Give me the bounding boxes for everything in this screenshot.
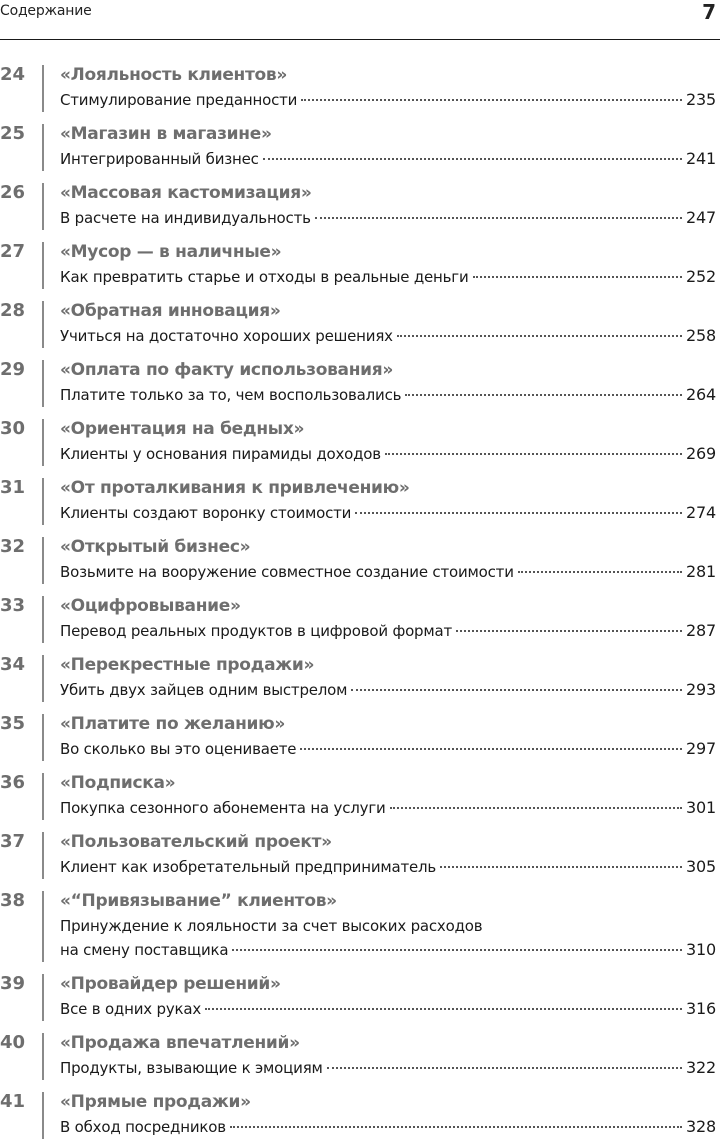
- header-rule: [0, 39, 720, 40]
- chapter-content: [60, 121, 716, 171]
- toc-line: [60, 1056, 716, 1080]
- chapter-number: 31: [0, 477, 26, 498]
- chapter-title: «От проталкивания к привлечению»: [60, 478, 410, 498]
- dot-leader: [385, 453, 682, 455]
- chapter-number: 32: [0, 536, 26, 557]
- page-reference: 258: [686, 326, 716, 345]
- toc-entry: [0, 1089, 720, 1139]
- page-reference: 287: [686, 621, 716, 640]
- chapter-subtitle: Перевод реальных продуктов в цифровой формат: [60, 622, 453, 640]
- chapter-content: [60, 239, 716, 289]
- chapter-number: 39: [0, 973, 26, 994]
- chapter-subtitle: В обход посредников: [60, 1118, 226, 1136]
- page-reference: 241: [686, 149, 716, 168]
- chapter-content: [60, 829, 716, 879]
- toc-line: [60, 560, 716, 584]
- toc-line: [60, 88, 716, 112]
- chapter-divider-bar: [42, 478, 44, 525]
- chapter-title: «Оцифровывание»: [60, 596, 241, 616]
- page-reference: 316: [686, 999, 716, 1018]
- toc-entry: [0, 298, 720, 348]
- chapter-title: «Мусор — в наличные»: [60, 242, 282, 262]
- chapter-content: [60, 1030, 716, 1080]
- chapter-divider-bar: [42, 596, 44, 643]
- chapter-divider-bar: [42, 773, 44, 820]
- chapter-title: «Лояльность клиентов»: [60, 65, 288, 85]
- dot-leader: [315, 217, 682, 219]
- page-header: [0, 0, 720, 40]
- dot-leader: [440, 866, 682, 868]
- chapter-subtitle: Во сколько вы это оцениваете: [60, 740, 297, 758]
- toc-entry: [0, 357, 720, 407]
- chapter-divider-bar: [42, 419, 44, 466]
- dot-leader: [518, 571, 682, 573]
- chapter-number: 27: [0, 241, 26, 262]
- page-reference: 269: [686, 444, 716, 463]
- chapter-title: «Перекрестные продажи»: [60, 655, 315, 675]
- toc-entry: [0, 593, 720, 643]
- chapter-number: 35: [0, 713, 26, 734]
- chapter-title: «Прямые продажи»: [60, 1092, 251, 1112]
- chapter-subtitle: Учиться на достаточно хороших решениях: [60, 327, 393, 345]
- chapter-title: «Открытый бизнес»: [60, 537, 251, 557]
- page-reference: 322: [686, 1058, 716, 1077]
- toc-line: [60, 619, 716, 643]
- chapter-subtitle: Клиенты у основания пирамиды доходов: [60, 445, 381, 463]
- chapter-number: 26: [0, 182, 26, 203]
- toc-entry: [0, 770, 720, 820]
- chapter-divider-bar: [42, 714, 44, 761]
- toc-line: [60, 265, 716, 289]
- dot-leader: [351, 689, 682, 691]
- chapter-content: [60, 180, 716, 230]
- chapter-content: [60, 652, 716, 702]
- toc-line: [60, 1115, 716, 1139]
- chapter-number: 40: [0, 1032, 26, 1053]
- chapter-content: [60, 770, 716, 820]
- chapter-divider-bar: [42, 1092, 44, 1139]
- toc-entry: [0, 711, 720, 761]
- chapter-subtitle: Интегрированный бизнес: [60, 150, 259, 168]
- toc-entry: [0, 121, 720, 171]
- page-reference: 247: [686, 208, 716, 227]
- page-reference: 310: [686, 940, 716, 959]
- chapter-content: [60, 971, 716, 1021]
- toc-line: [60, 501, 716, 525]
- chapter-title: «“Привязывание” клиентов»: [60, 891, 337, 911]
- chapter-subtitle: Покупка сезонного абонемента на услуги: [60, 799, 386, 817]
- toc-entry: [0, 829, 720, 879]
- chapter-subtitle: Клиент как изобретательный предприниматель: [60, 858, 437, 876]
- running-title: Содержание: [0, 3, 92, 19]
- chapter-content: [60, 593, 716, 643]
- chapter-content: [60, 1089, 716, 1139]
- chapter-divider-bar: [42, 360, 44, 407]
- chapter-subtitle: Стимулирование преданности: [60, 91, 298, 109]
- toc-entry: [0, 1030, 720, 1080]
- chapter-subtitle: Убить двух зайцев одним выстрелом: [60, 681, 348, 699]
- page-reference: 281: [686, 562, 716, 581]
- toc-entry: [0, 888, 720, 962]
- toc-line: [60, 147, 716, 171]
- dot-leader: [327, 1067, 682, 1069]
- toc-entry: [0, 239, 720, 289]
- chapter-title: «Магазин в магазине»: [60, 124, 272, 144]
- chapter-subtitle: Как превратить старье и отходы в реальные деньги: [60, 268, 469, 286]
- chapter-number: 30: [0, 418, 26, 439]
- chapter-divider-bar: [42, 124, 44, 171]
- toc-line: [60, 796, 716, 820]
- dot-leader: [390, 807, 682, 809]
- chapter-number: 33: [0, 595, 26, 616]
- page-reference: 293: [686, 680, 716, 699]
- dot-leader: [397, 335, 682, 337]
- toc-entry: [0, 62, 720, 112]
- chapter-divider-bar: [42, 655, 44, 702]
- dot-leader: [355, 512, 682, 514]
- chapter-divider-bar: [42, 832, 44, 879]
- toc-entry: [0, 475, 720, 525]
- chapter-number: 38: [0, 890, 26, 911]
- chapter-divider-bar: [42, 1033, 44, 1080]
- chapter-title: «Продажа впечатлений»: [60, 1033, 300, 1053]
- toc-entry: [0, 180, 720, 230]
- chapter-number: 36: [0, 772, 26, 793]
- toc-line: [60, 938, 716, 962]
- chapter-number: 41: [0, 1091, 26, 1112]
- page-number: 7: [702, 0, 716, 24]
- chapter-subtitle: Все в одних руках: [60, 1000, 202, 1018]
- chapter-divider-bar: [42, 974, 44, 1021]
- chapter-number: 25: [0, 123, 26, 144]
- chapter-title: «Массовая кастомизация»: [60, 183, 312, 203]
- chapter-divider-bar: [42, 301, 44, 348]
- chapter-content: [60, 298, 716, 348]
- chapter-content: [60, 711, 716, 761]
- chapter-content: [60, 357, 716, 407]
- chapter-subtitle: Клиенты создают воронку стоимости: [60, 504, 352, 522]
- chapter-title: «Подписка»: [60, 773, 176, 793]
- chapter-divider-bar: [42, 183, 44, 230]
- chapter-content: [60, 888, 716, 962]
- toc-line: [60, 206, 716, 230]
- chapter-content: [60, 475, 716, 525]
- toc-entry: [0, 534, 720, 584]
- chapter-title: «Платите по желанию»: [60, 714, 286, 734]
- toc-line: [60, 997, 716, 1021]
- toc-line: [60, 737, 716, 761]
- chapter-content: [60, 62, 716, 112]
- chapter-title: «Обратная инновация»: [60, 301, 281, 321]
- dot-leader: [456, 630, 682, 632]
- chapter-number: 28: [0, 300, 26, 321]
- dot-leader: [300, 748, 682, 750]
- page-reference: 274: [686, 503, 716, 522]
- chapter-number: 24: [0, 64, 26, 85]
- page-reference: 301: [686, 798, 716, 817]
- chapter-title: «Оплата по факту использования»: [60, 360, 394, 380]
- dot-leader: [405, 394, 682, 396]
- toc-entry: [0, 971, 720, 1021]
- chapter-title: «Ориентация на бедных»: [60, 419, 305, 439]
- page-reference: 264: [686, 385, 716, 404]
- toc-entry: [0, 416, 720, 466]
- dot-leader: [232, 949, 682, 951]
- chapter-subtitle-line: Принуждение к лояльности за счет высоких расходов: [60, 917, 483, 935]
- chapter-number: 37: [0, 831, 26, 852]
- table-of-contents: [0, 62, 720, 1148]
- chapter-number: 34: [0, 654, 26, 675]
- chapter-subtitle: Возьмите на вооружение совместное создание стоимости: [60, 563, 514, 581]
- chapter-subtitle: Продукты, взывающие к эмоциям: [60, 1059, 323, 1077]
- toc-entry: [0, 652, 720, 702]
- chapter-divider-bar: [42, 65, 44, 112]
- chapter-content: [60, 416, 716, 466]
- chapter-divider-bar: [42, 537, 44, 584]
- page-reference: 328: [686, 1117, 716, 1136]
- page-reference: 252: [686, 267, 716, 286]
- dot-leader: [230, 1126, 682, 1128]
- page-reference: 235: [686, 90, 716, 109]
- dot-leader: [205, 1008, 682, 1010]
- chapter-subtitle: В расчете на индивидуальность: [60, 209, 311, 227]
- chapter-subtitle: на смену поставщика: [60, 941, 229, 959]
- dot-leader: [263, 158, 682, 160]
- chapter-divider-bar: [42, 242, 44, 289]
- toc-line: [60, 678, 716, 702]
- dot-leader: [301, 99, 682, 101]
- page-reference: 297: [686, 739, 716, 758]
- chapter-subtitle: Платите только за то, чем воспользовались: [60, 386, 402, 404]
- chapter-content: [60, 534, 716, 584]
- dot-leader: [473, 276, 683, 278]
- chapter-title: «Провайдер решений»: [60, 974, 281, 994]
- chapter-title: «Пользовательский проект»: [60, 832, 332, 852]
- chapter-divider-bar: [42, 891, 44, 962]
- toc-line: [60, 324, 716, 348]
- toc-line: [60, 383, 716, 407]
- toc-line: [60, 855, 716, 879]
- chapter-number: 29: [0, 359, 26, 380]
- toc-line: [60, 442, 716, 466]
- page-reference: 305: [686, 857, 716, 876]
